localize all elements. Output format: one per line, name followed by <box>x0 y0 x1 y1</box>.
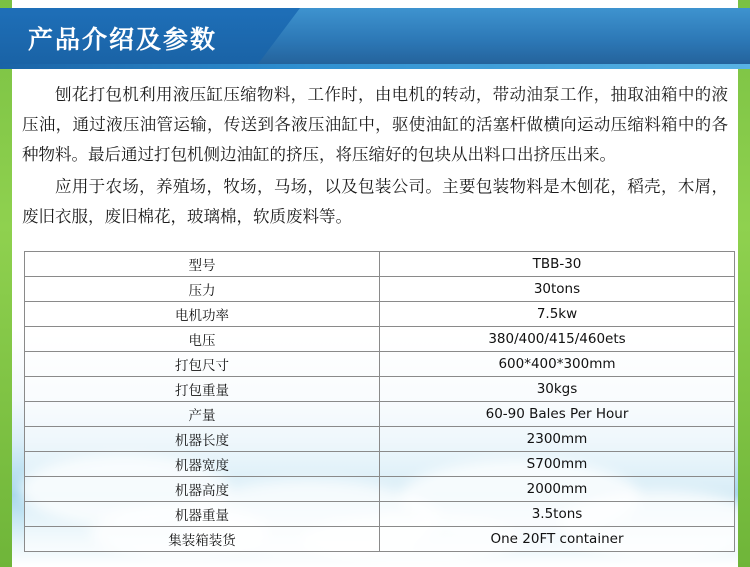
spec-value: 380/400/415/460ets <box>380 327 735 352</box>
paragraph-applications: 应用于农场，养殖场，牧场，马场，以及包装公司。主要包装物料是木刨花，稻壳，木屑，废旧衣服，废旧棉花，玻璃棉，软质废料等。 <box>22 177 728 226</box>
left-green-bar <box>0 0 12 567</box>
spec-value: 30kgs <box>380 377 735 402</box>
table-row <box>25 277 735 302</box>
spec-name: 集装箱装货 <box>25 527 380 552</box>
table-row <box>25 302 735 327</box>
spec-value: 3.5tons <box>380 502 735 527</box>
paragraph-working-principle: 刨花打包机利用液压缸压缩物料，工作时，由电机的转动，带动油泵工作，抽取油箱中的液压油，通过液压油管运输，传送到各液压油缸中，驱使油缸的活塞杆做横向运动压缩料箱中的各种物料。最后通过打包机侧边油缸的挤压，将压缩好的包块从出料口出挤压出来。 <box>22 85 728 164</box>
spec-name: 机器长度 <box>25 427 380 452</box>
spec-value: 600*400*300mm <box>380 352 735 377</box>
table-row <box>25 477 735 502</box>
spec-value: TBB-30 <box>380 252 735 277</box>
spec-value: One 20FT container <box>380 527 735 552</box>
spec-value: S700mm <box>380 452 735 477</box>
spec-name: 机器高度 <box>25 477 380 502</box>
section-header-banner <box>0 8 750 68</box>
spec-name: 打包重量 <box>25 377 380 402</box>
spec-value: 2000mm <box>380 477 735 502</box>
header-band-front <box>250 8 750 64</box>
table-row <box>25 402 735 427</box>
spec-name: 打包尺寸 <box>25 352 380 377</box>
spec-name: 产量 <box>25 402 380 427</box>
page-title: 产品介绍及参数 <box>28 25 218 54</box>
spec-name: 电机功率 <box>25 302 380 327</box>
product-description <box>22 80 728 234</box>
spec-name: 电压 <box>25 327 380 352</box>
table-row <box>25 352 735 377</box>
spec-value: 7.5kw <box>380 302 735 327</box>
table-row <box>25 527 735 552</box>
right-green-bar <box>738 0 750 567</box>
spec-table-container <box>24 251 724 552</box>
table-row <box>25 502 735 527</box>
spec-name: 型号 <box>25 252 380 277</box>
specification-table <box>24 251 735 552</box>
table-row <box>25 427 735 452</box>
table-row <box>25 327 735 352</box>
table-row <box>25 252 735 277</box>
table-row <box>25 377 735 402</box>
table-row <box>25 452 735 477</box>
spec-name: 机器重量 <box>25 502 380 527</box>
header-underline <box>0 64 750 69</box>
spec-name: 机器宽度 <box>25 452 380 477</box>
spec-value: 2300mm <box>380 427 735 452</box>
spec-value: 60-90 Bales Per Hour <box>380 402 735 427</box>
spec-name: 压力 <box>25 277 380 302</box>
spec-value: 30tons <box>380 277 735 302</box>
